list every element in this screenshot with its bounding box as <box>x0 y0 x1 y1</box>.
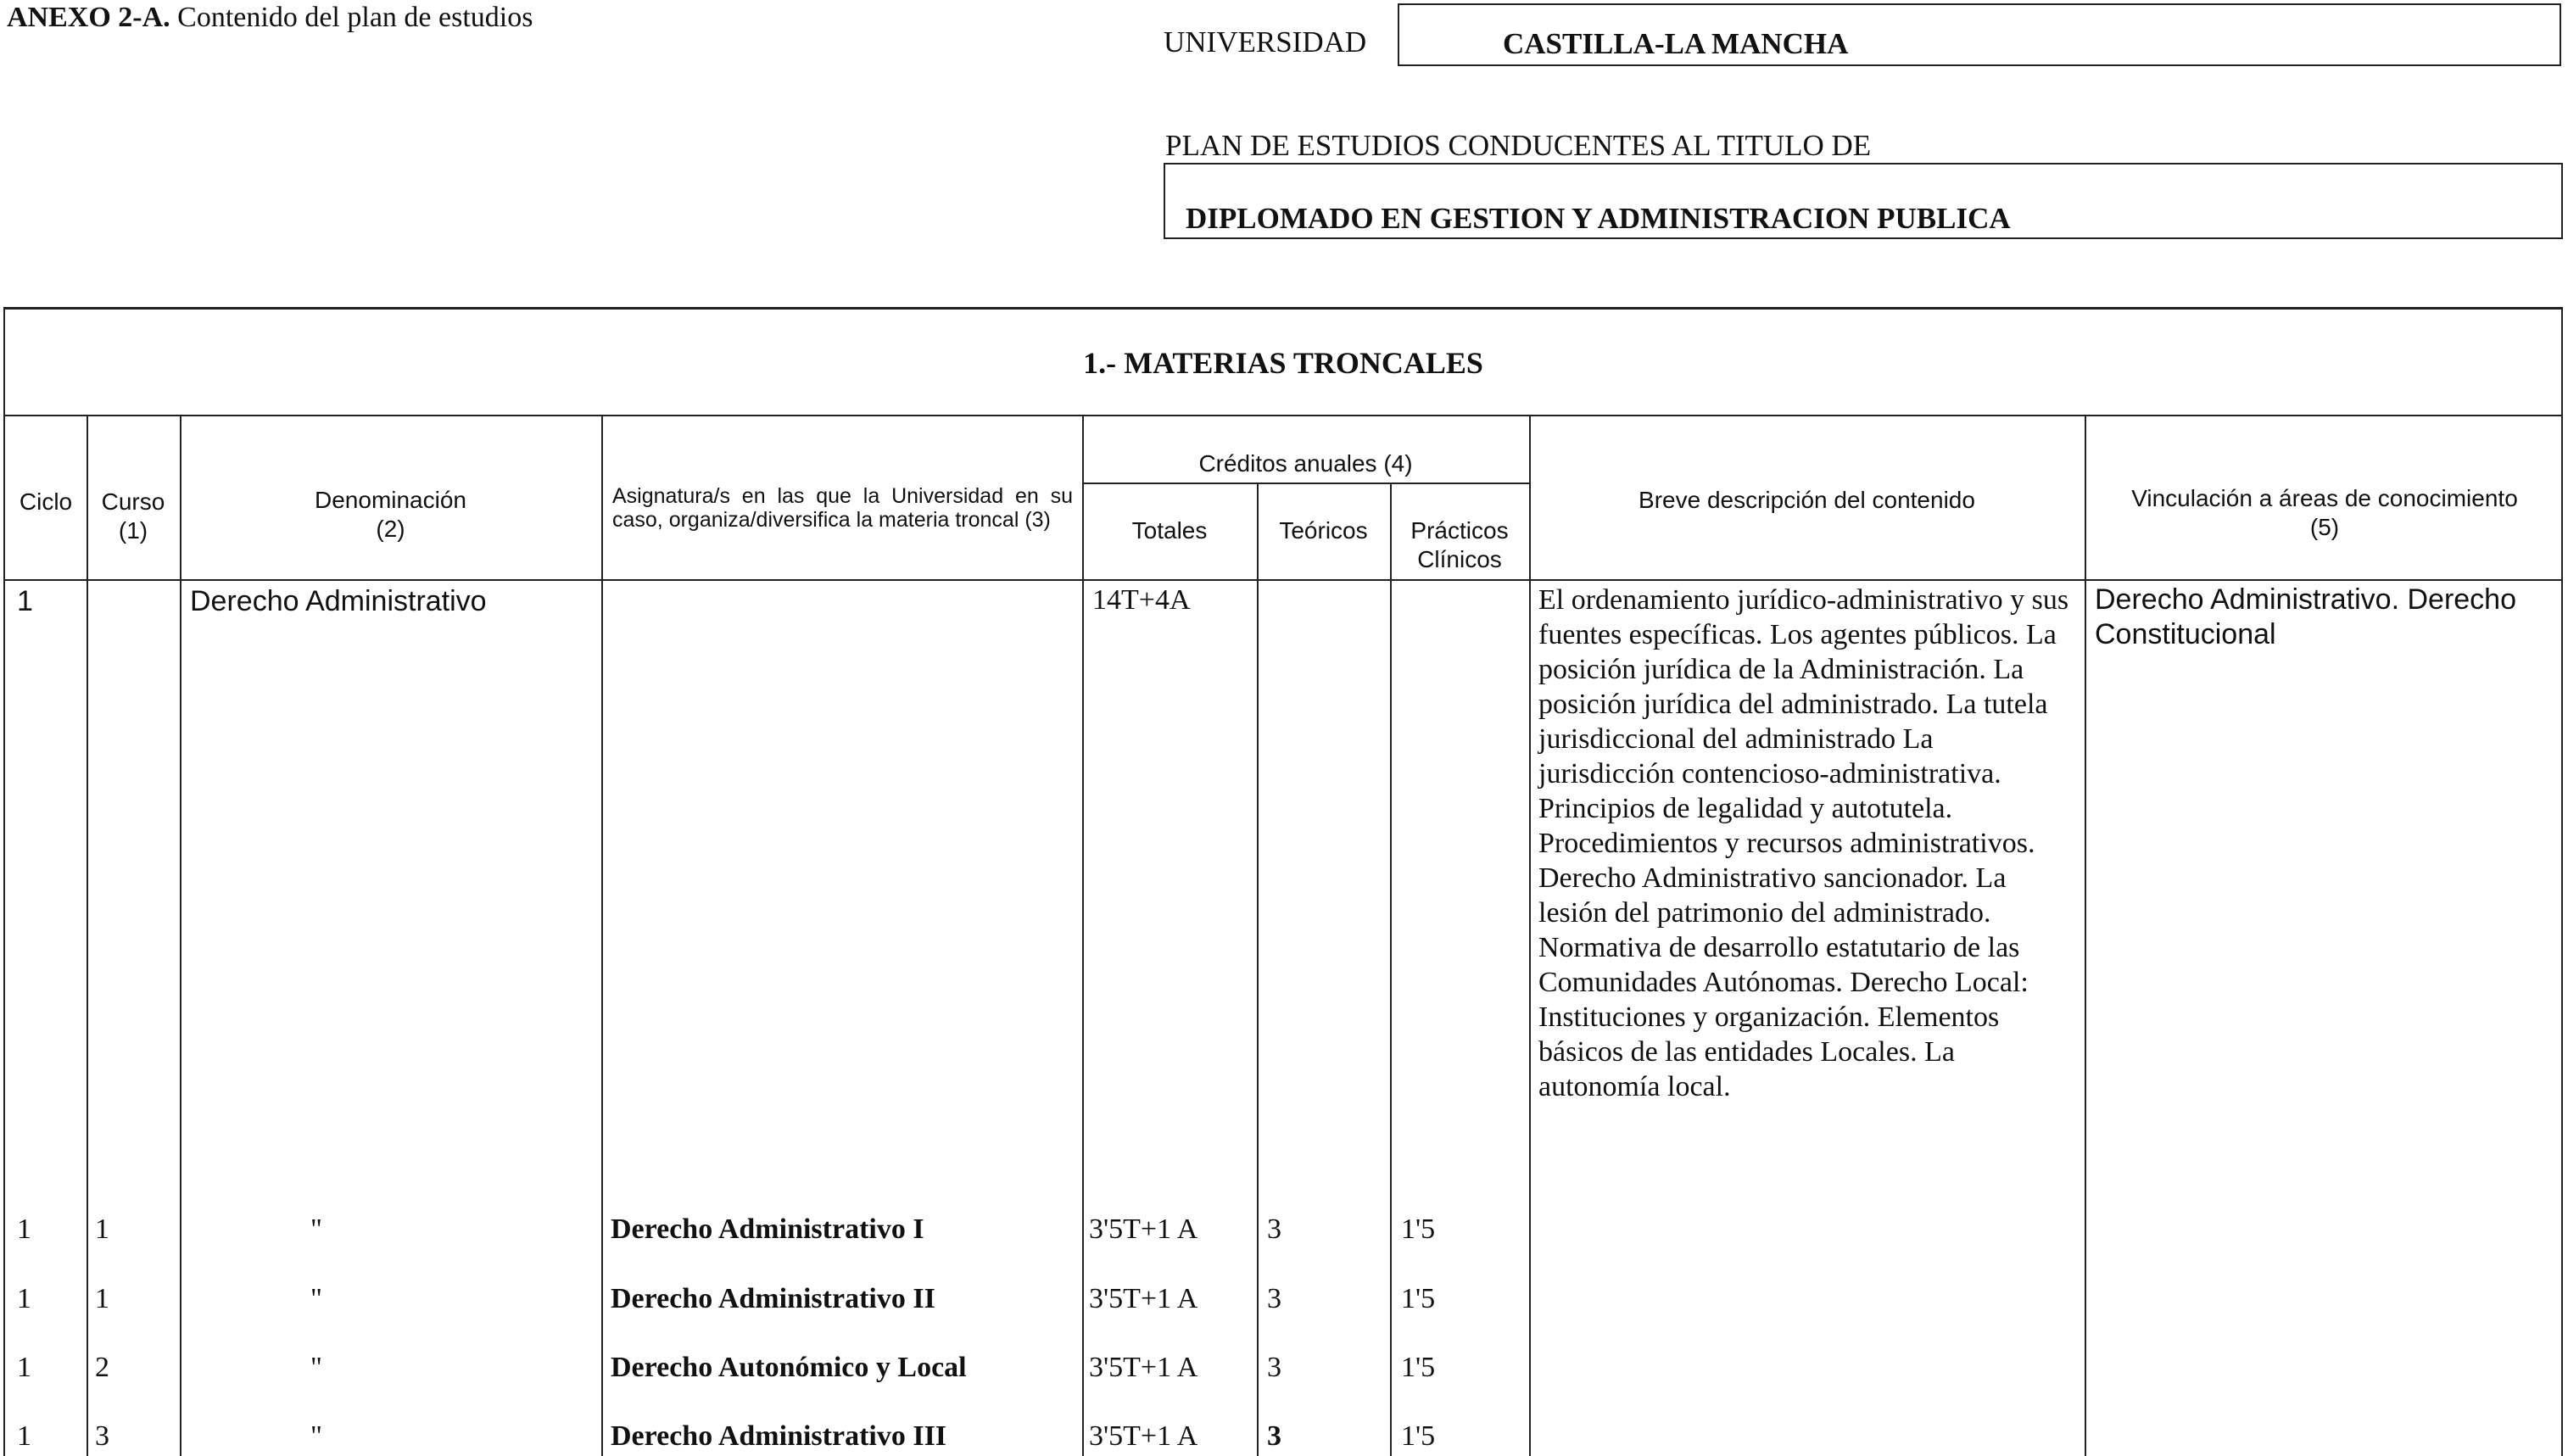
row0-descripcion: El ordenamiento jurídico-administrativo y sus fuentes específicas. Los agentes públicos. La posición jurídica de la Administración. La posición jurídica del administrado. La tutela jurisdiccional del administrado La jurisdicción contencioso-administrativa. Principios de legalidad y autotutela. Procedimientos y recursos administrativos. Derecho Administrativo sancionador. La lesión del patrimonio del administrado. Normativa de desarrollo estatutario de las Comunidades Autónomas. Derecho Local: Instituciones y organización. Elementos básicos de las entidades Locales. La autonomía local. <box>1538 584 2069 1102</box>
col-divider <box>87 416 88 1456</box>
row2-asignatura: Derecho Administrativo II <box>611 1283 935 1314</box>
col-header-curso: Curso (1) <box>101 488 165 544</box>
row1-denominacion: " <box>310 1213 322 1245</box>
row0-ciclo: 1 <box>17 585 33 617</box>
col-header-practicos: Prácticos Clínicos <box>1410 517 1509 572</box>
col-header-descripcion: Breve descripción del contenido <box>1638 487 1975 513</box>
annex-heading <box>7 2 533 34</box>
row2-practicos: 1'5 <box>1401 1283 1436 1314</box>
row0-totales: 14T+4A <box>1092 584 1191 616</box>
table-title: 1.- MATERIAS TRONCALES <box>5 310 2561 416</box>
row3-ciclo: 1 <box>17 1352 31 1383</box>
materias-table <box>3 307 2563 1456</box>
row3-practicos: 1'5 <box>1401 1352 1436 1383</box>
universidad-value: CASTILLA-LA MANCHA <box>1503 27 1849 60</box>
col-header-creditos: Créditos anuales (4) <box>1198 450 1413 477</box>
titulo-value: DIPLOMADO EN GESTION Y ADMINISTRACION PUBLICA <box>1186 202 2011 235</box>
row1-teoricos: 3 <box>1267 1213 1281 1245</box>
creditos-divider <box>1082 483 1529 484</box>
row3-totales: 3'5T+1 A <box>1089 1352 1198 1383</box>
row4-ciclo: 1 <box>17 1420 31 1452</box>
row4-asignatura: Derecho Administrativo III <box>611 1420 947 1452</box>
annex-caption: Contenido del plan de estudios <box>170 2 533 33</box>
header-bottom-rule <box>5 579 2561 581</box>
col-divider <box>2085 416 2086 1456</box>
row1-practicos: 1'5 <box>1401 1213 1436 1245</box>
universidad-box <box>1398 3 2561 66</box>
col-header-ciclo: Ciclo <box>19 488 73 515</box>
row3-teoricos: 3 <box>1267 1352 1281 1383</box>
row0-vinculacion: Derecho Administrativo. Derecho Constitucional <box>2095 583 2517 650</box>
col-divider <box>1082 416 1084 1456</box>
annex-number: ANEXO 2-A. <box>7 2 170 33</box>
row2-denominacion: " <box>310 1283 322 1314</box>
row3-asignatura: Derecho Autonómico y Local <box>611 1352 967 1383</box>
col-header-denominacion: Denominación (2) <box>315 487 466 542</box>
row3-curso: 2 <box>95 1352 109 1383</box>
row4-practicos: 1'5 <box>1401 1420 1436 1452</box>
titulo-box <box>1164 163 2563 239</box>
row3-denominacion: " <box>310 1352 322 1383</box>
col-divider <box>601 416 603 1456</box>
row4-curso: 3 <box>95 1420 109 1452</box>
col-divider <box>1390 483 1392 1456</box>
row1-totales: 3'5T+1 A <box>1089 1213 1198 1245</box>
row2-curso: 1 <box>95 1283 109 1314</box>
row4-totales: 3'5T+1 A <box>1089 1420 1198 1452</box>
col-divider <box>1529 416 1531 1456</box>
row2-totales: 3'5T+1 A <box>1089 1283 1198 1314</box>
row1-ciclo: 1 <box>17 1213 31 1245</box>
row0-denominacion: Derecho Administrativo <box>190 585 487 617</box>
universidad-label: UNIVERSIDAD <box>1164 25 1367 59</box>
row2-teoricos: 3 <box>1267 1283 1281 1314</box>
row1-curso: 1 <box>95 1213 109 1245</box>
col-header-teoricos: Teóricos <box>1279 517 1368 544</box>
col-header-totales: Totales <box>1131 517 1208 544</box>
plan-label: PLAN DE ESTUDIOS CONDUCENTES AL TITULO DE <box>1165 129 1872 162</box>
row4-teoricos: 3 <box>1267 1420 1281 1452</box>
col-divider <box>180 416 181 1456</box>
row2-ciclo: 1 <box>17 1283 31 1314</box>
col-divider <box>1257 483 1259 1456</box>
col-header-vinculacion: Vinculación a áreas de conocimiento (5) <box>2131 485 2518 540</box>
col-header-asignaturas: Asignatura/s en las que la Universidad en su caso, organiza/diversifica la materia troncal (3) <box>612 484 1073 532</box>
row1-asignatura: Derecho Administrativo I <box>611 1213 924 1245</box>
row4-denominacion: " <box>310 1420 322 1452</box>
